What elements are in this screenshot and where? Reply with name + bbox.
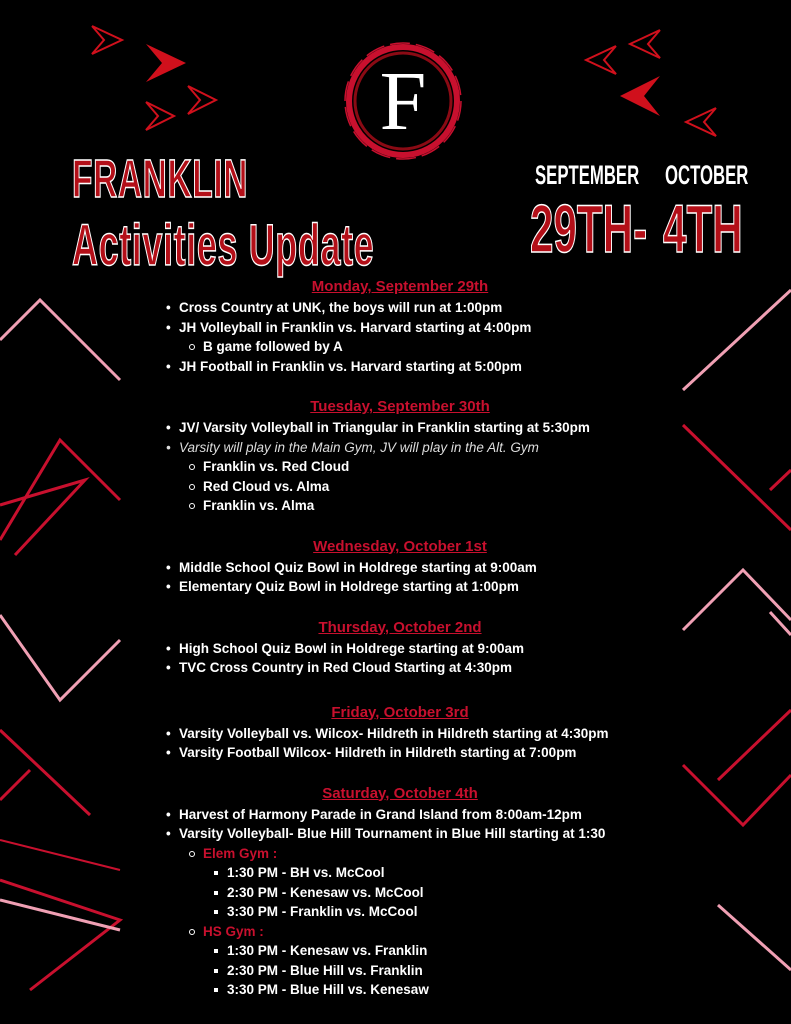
- day-section-monday: [160, 278, 640, 376]
- list-item: • Cross Country at UNK, the boys will run at 1:00pm: [160, 298, 640, 318]
- chevron-right-icon: [146, 44, 186, 82]
- list-item: • JH Volleyball in Franklin vs. Harvard starting at 4:00pm: [160, 318, 640, 338]
- list-item: • Varsity Volleyball- Blue Hill Tournament in Blue Hill starting at 1:30: [160, 824, 640, 844]
- list-item: • Elementary Quiz Bowl in Holdrege starting at 1:00pm: [160, 577, 640, 597]
- list-item: Franklin vs. Red Cloud: [160, 457, 640, 477]
- list-item: • JV/ Varsity Volleyball in Triangular in Franklin starting at 5:30pm: [160, 418, 640, 438]
- chevron-right-icon: [92, 26, 216, 130]
- list-item: Franklin vs. Alma: [160, 496, 640, 516]
- list-item: 3:30 PM - Blue Hill vs. Kenesaw: [160, 980, 640, 1000]
- list-item: B game followed by A: [160, 337, 640, 357]
- day-section-wednesday: [160, 538, 640, 597]
- list-item: • JH Football in Franklin vs. Harvard starting at 5:00pm: [160, 357, 640, 377]
- title-activities-update: Activities Update: [72, 213, 375, 278]
- date-start: 29TH-: [530, 191, 648, 267]
- day-heading: Monday, September 29th: [311, 278, 489, 295]
- day-heading: Friday, October 3rd: [331, 703, 469, 721]
- day-heading: Wednesday, October 1st: [313, 537, 487, 555]
- day-heading: Saturday, October 4th: [322, 784, 478, 802]
- list-item: 2:30 PM - Kenesaw vs. McCool: [160, 883, 640, 903]
- date-end: 4TH: [663, 191, 743, 267]
- list-item: • Middle School Quiz Bowl in Holdrege starting at 9:00am: [160, 558, 640, 578]
- month-end: OCTOBER: [665, 160, 749, 190]
- list-item: • Varsity Football Wilcox- Hildreth in Hildreth starting at 7:00pm: [160, 743, 640, 763]
- gym-label-elem: Elem Gym :: [160, 844, 640, 864]
- logo-letter: F: [379, 55, 427, 148]
- list-item: 1:30 PM - Kenesaw vs. Franklin: [160, 941, 640, 961]
- day-section-thursday: [160, 619, 640, 678]
- day-section-tuesday: [160, 398, 640, 516]
- title-franklin: FRANKLIN: [72, 149, 249, 209]
- list-item: 1:30 PM - BH vs. McCool: [160, 863, 640, 883]
- list-item: 2:30 PM - Blue Hill vs. Franklin: [160, 961, 640, 981]
- day-section-friday: [160, 704, 640, 763]
- gym-label-hs: HS Gym :: [160, 922, 640, 942]
- day-section-saturday: [160, 785, 640, 1000]
- list-item: • Varsity Volleyball vs. Wilcox- Hildreth in Hildreth starting at 4:30pm: [160, 724, 640, 744]
- list-item: 3:30 PM - Franklin vs. McCool: [160, 902, 640, 922]
- list-item: • High School Quiz Bowl in Holdrege starting at 9:00am: [160, 639, 640, 659]
- day-heading: Tuesday, September 30th: [310, 398, 490, 415]
- schedule: [160, 278, 640, 1022]
- list-item: Red Cloud vs. Alma: [160, 477, 640, 497]
- list-item: • TVC Cross Country in Red Cloud Starting at 4:30pm: [160, 658, 640, 678]
- month-start: SEPTEMBER: [535, 160, 640, 190]
- list-item: • Harvest of Harmony Parade in Grand Island from 8:00am-12pm: [160, 805, 640, 825]
- list-item: • Varsity will play in the Main Gym, JV will play in the Alt. Gym: [160, 438, 640, 458]
- chevron-left-icon: [620, 76, 660, 116]
- day-heading: Thursday, October 2nd: [318, 618, 482, 636]
- chevron-left-icon: [586, 30, 716, 136]
